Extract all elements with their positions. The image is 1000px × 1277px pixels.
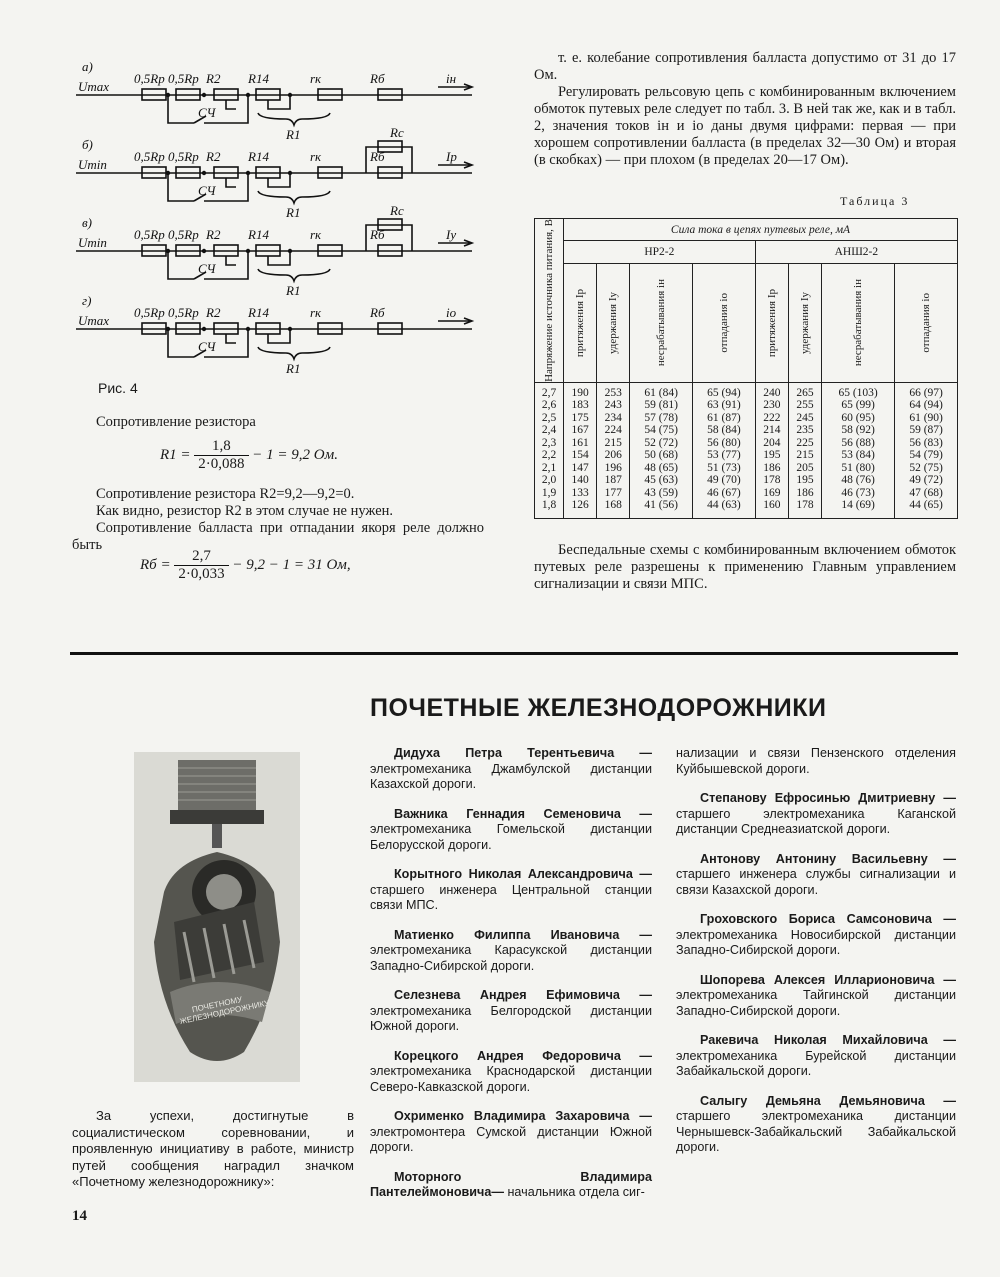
- table-cell: 2,3: [535, 437, 564, 450]
- resistor-label: 0,5Rр: [168, 149, 199, 164]
- table-cell: 187: [597, 474, 630, 487]
- honoree-name: Антонову Антонину Васильевну —: [700, 851, 956, 866]
- table-cell: 44 (65): [895, 499, 958, 518]
- schematic-panel: [76, 293, 472, 375]
- honoree-entry: [370, 807, 652, 854]
- table-cell: 2,0: [535, 474, 564, 487]
- honoree-entry: [370, 1109, 652, 1156]
- table-cell: 196: [597, 462, 630, 475]
- resistor-label: Rб: [370, 149, 385, 164]
- resistor-label: R2: [206, 305, 221, 320]
- table-cell: 59 (87): [895, 424, 958, 437]
- contact-label: СЧ: [198, 261, 216, 276]
- resistor-label: R2: [206, 149, 221, 164]
- table-cell: 265: [788, 382, 821, 399]
- honoree-name: Матиенко Филиппа Ивановича —: [394, 927, 652, 942]
- honorees-column-2: [676, 746, 956, 1170]
- left-paragraph-4: Сопротивление балласта при отпадании якоря реле должно быть: [72, 520, 484, 553]
- resistor-label: 0,5Rр: [134, 71, 165, 86]
- panel-letter: а): [82, 59, 93, 74]
- table-row: [535, 399, 958, 412]
- table-cell: 215: [597, 437, 630, 450]
- table-cell: 48 (65): [630, 462, 693, 475]
- honoree-position: старшего электромеханика дистанции Чернышевск-Забайкальский Забайкальской дороги.: [676, 1109, 956, 1154]
- honoree-entry: [676, 973, 956, 1020]
- table-row: [535, 382, 958, 399]
- honoree-name: Степанову Ефросинью Дмитриевну —: [700, 791, 956, 805]
- resistor-label: Rс: [390, 125, 404, 140]
- table-cell: 225: [788, 437, 821, 450]
- table-cell: 54 (75): [630, 424, 693, 437]
- table-col-header: притяжения Iр: [564, 263, 597, 382]
- table-cell: 206: [597, 449, 630, 462]
- schematic-panel: [76, 125, 472, 220]
- table-cell: 52 (72): [630, 437, 693, 450]
- table-cell: 64 (94): [895, 399, 958, 412]
- formula-r1-lhs: R1 =: [160, 446, 191, 463]
- honoree-position: старшего инженера службы сигнализации и связи Казахской дороги.: [676, 867, 956, 897]
- table-cell: 43 (59): [630, 487, 693, 500]
- table-cell: 65 (103): [822, 382, 895, 399]
- resistor-label: 0,5Rр: [168, 71, 199, 86]
- table-cell: 230: [755, 399, 788, 412]
- table-cell: 1,9: [535, 487, 564, 500]
- table-cell: 253: [597, 382, 630, 399]
- resistor-label: R14: [248, 149, 269, 164]
- honoree-entry: [370, 746, 652, 793]
- source-label: Umax: [78, 313, 110, 328]
- right-paragraph-2: Регулировать рельсовую цепь с комбинированным включением обмоток путевых реле следует по табл. 3. В ней так же, как и в табл. 2, значения токов iн и iо даны двумя цифрами: первая — при хорошем сопротивлении балласта (в пределах 32—30 Ом) и вторая (в скобках) — при плохом (в пределах 20—17 Ом).: [534, 84, 956, 168]
- honoree-position: электромеханика Тайгинской дистанции Западно-Сибирской дороги.: [676, 988, 956, 1018]
- honoree-position: электромеханика Новосибирской дистанции Западно-Сибирской дороги.: [676, 927, 956, 957]
- table-cell: 224: [597, 424, 630, 437]
- table-cell: 126: [564, 499, 597, 518]
- table-cell: 41 (56): [630, 499, 693, 518]
- formula-r1-num: 1,8: [194, 438, 248, 456]
- section-title: ПОЧЕТНЫЕ ЖЕЛЕЗНОДОРОЖНИКИ: [370, 694, 827, 722]
- table-cell: 2,7: [535, 382, 564, 399]
- table-cell: 65 (99): [822, 399, 895, 412]
- table-cell: 195: [788, 474, 821, 487]
- circuit-schematic: [72, 55, 492, 375]
- table-row: [535, 487, 958, 500]
- table-cell: 177: [597, 487, 630, 500]
- honoree-entry: [370, 1170, 652, 1201]
- formula-rb-den: 2·0,033: [178, 566, 225, 582]
- left-paragraph-3: Как видно, резистор R2 в этом случае не нужен.: [96, 503, 394, 519]
- table-cell: 49 (72): [895, 474, 958, 487]
- table-cell: 235: [788, 424, 821, 437]
- table-relay2-header: АНШ2-2: [755, 241, 957, 263]
- source-label: Umax: [78, 79, 110, 94]
- table-cell: 160: [755, 499, 788, 518]
- badge-inscription: ПОЧЕТНОМУ ЖЕЛЕЗНОДОРОЖНИКУ: [178, 994, 271, 1027]
- table-cell: 47 (68): [895, 487, 958, 500]
- resistor-label: 0,5Rр: [134, 149, 165, 164]
- table-col-header: несрабатывания iн: [630, 263, 693, 382]
- contact-label: СЧ: [198, 339, 216, 354]
- formula-r1-den: 2·0,088: [198, 456, 245, 472]
- source-label: Umin: [78, 157, 107, 172]
- resistor-label: R14: [248, 227, 269, 242]
- right-paragraph-1: т. е. колебание сопротивления балласта допустимо от 31 до 17 Ом.: [534, 50, 956, 83]
- table-cell: 167: [564, 424, 597, 437]
- table-cell: 56 (83): [895, 437, 958, 450]
- table-cell: 2,4: [535, 424, 564, 437]
- honoree-entry: [676, 791, 956, 838]
- resistor-label: Rб: [370, 71, 385, 86]
- table-cell: 175: [564, 412, 597, 425]
- resistor-label: 0,5Rр: [168, 305, 199, 320]
- resistor-label: R2: [206, 227, 221, 242]
- r1-label: R1: [286, 127, 301, 142]
- table-cell: 49 (70): [693, 474, 756, 487]
- table-cell: 50 (68): [630, 449, 693, 462]
- resistor-label: 0,5Rр: [134, 227, 165, 242]
- table-row: [535, 474, 958, 487]
- table-label: Таблица 3: [840, 194, 910, 208]
- honoree-entry: [676, 1094, 956, 1156]
- table-group-header: Сила тока в цепях путевых реле, мА: [564, 219, 958, 241]
- left-paragraph-2: Сопротивление резистора R2=9,2—9,2=0.: [96, 486, 355, 502]
- honoree-name: Салыгу Демьяна Демьяновича —: [700, 1093, 956, 1108]
- honoree-position: электромеханика Бурейской дистанции Забайкальской дороги.: [676, 1048, 956, 1078]
- resistor-label: 0,5Rр: [134, 305, 165, 320]
- source-label: Umin: [78, 235, 107, 250]
- table-cell: 14 (69): [822, 499, 895, 518]
- table-col-header: отпадания iо: [895, 263, 958, 382]
- table-cell: 2,1: [535, 462, 564, 475]
- table-cell: 186: [755, 462, 788, 475]
- table-cell: 63 (91): [693, 399, 756, 412]
- table-voltage-header: Напряжение источника питания, В: [535, 219, 564, 383]
- table-cell: 204: [755, 437, 788, 450]
- formula-rb: [140, 548, 470, 583]
- current-label: iо: [446, 305, 457, 320]
- r1-label: R1: [286, 283, 301, 298]
- table-cell: 65 (94): [693, 382, 756, 399]
- table-cell: 54 (79): [895, 449, 958, 462]
- table-cell: 133: [564, 487, 597, 500]
- table-cell: 56 (88): [822, 437, 895, 450]
- table-cell: 61 (87): [693, 412, 756, 425]
- resistor-label: Rб: [370, 305, 385, 320]
- table-cell: 147: [564, 462, 597, 475]
- table-cell: 178: [755, 474, 788, 487]
- honoree-name: Корецкого Андрея Федоровича —: [394, 1048, 652, 1063]
- honoree-entry: [370, 867, 652, 914]
- table-row: [535, 449, 958, 462]
- honoree-entry: [370, 928, 652, 975]
- honoree-position: старшего электромеханика Каганской дистанции Среднеазиатской дороги.: [676, 806, 956, 836]
- table-cell: 61 (84): [630, 382, 693, 399]
- honoree-position: начальника отдела сиг-: [507, 1185, 645, 1199]
- figure-caption: Рис. 4: [98, 380, 138, 396]
- table-row: [535, 412, 958, 425]
- honoree-name: Ракевича Николая Михайловича —: [700, 1033, 956, 1047]
- honoree-name: Гроховского Бориса Самсоновича —: [700, 912, 956, 926]
- table-cell: 48 (76): [822, 474, 895, 487]
- badge-photo: [134, 752, 300, 1082]
- panel-letter: б): [82, 137, 93, 152]
- table-cell: 186: [788, 487, 821, 500]
- honoree-position: электромеханика Карасукской дистанции Западно-Сибирской дороги.: [370, 943, 652, 973]
- honoree-name: Охрименко Владимира Захаровича —: [394, 1109, 652, 1123]
- table-cell: 46 (67): [693, 487, 756, 500]
- honoree-entry: [370, 988, 652, 1035]
- section-divider: [70, 652, 958, 655]
- resistor-label: R14: [248, 71, 269, 86]
- junction: [202, 93, 206, 97]
- table-cell: 58 (92): [822, 424, 895, 437]
- table-cell: 56 (80): [693, 437, 756, 450]
- current-label: Iу: [446, 227, 457, 242]
- honoree-entry: [676, 852, 956, 899]
- resistor-label: rк: [310, 149, 322, 164]
- honoree-position: электромеханика Белгородской дистанции Южной дороги.: [370, 1003, 652, 1033]
- table-cell: 255: [788, 399, 821, 412]
- table-row: [535, 437, 958, 450]
- resistor-label: Rс: [390, 203, 404, 218]
- formula-r1: [160, 438, 460, 473]
- table-cell: 66 (97): [895, 382, 958, 399]
- table-col-header: удержания Iу: [788, 263, 821, 382]
- table-cell: 178: [788, 499, 821, 518]
- table-cell: 2,5: [535, 412, 564, 425]
- table-col-header: удержания Iу: [597, 263, 630, 382]
- honoree-position: электромеханика Краснодарской дистанции Северо-Кавказской дороги.: [370, 1064, 652, 1094]
- table-cell: 214: [755, 424, 788, 437]
- honoree-entry: [676, 1033, 956, 1080]
- honoree-position: электромеханика Джамбулской дистанции Казахской дороги.: [370, 761, 652, 791]
- table-col-header: несрабатывания iн: [822, 263, 895, 382]
- honorees-column-1: [370, 746, 652, 1215]
- panel-letter: в): [82, 215, 92, 230]
- table-cell: 53 (84): [822, 449, 895, 462]
- resistor-label: rк: [310, 71, 322, 86]
- resistor-label: rк: [310, 227, 322, 242]
- honoree-entry: [676, 912, 956, 959]
- panel-letter: г): [82, 293, 92, 308]
- contact-label: СЧ: [198, 183, 216, 198]
- current-label: Iр: [446, 149, 457, 164]
- table-cell: 53 (77): [693, 449, 756, 462]
- schematic-panel: [76, 203, 472, 298]
- honoree-name: Дидуха Петра Терентьевича —: [394, 746, 652, 760]
- table-cell: 52 (75): [895, 462, 958, 475]
- honoree-position: электромонтера Сумской дистанции Южной дороги.: [370, 1124, 652, 1154]
- table-cell: 51 (73): [693, 462, 756, 475]
- left-paragraph-1: Сопротивление резистора: [96, 414, 256, 430]
- table-3: [534, 218, 958, 519]
- formula-rb-num: 2,7: [174, 548, 228, 566]
- honoree-name: Корытного Николая Александровича —: [394, 867, 652, 881]
- table-cell: 234: [597, 412, 630, 425]
- table-cell: 190: [564, 382, 597, 399]
- honoree-name: Селезнева Андрея Ефимовича —: [394, 988, 652, 1002]
- formula-rb-lhs: Rб =: [140, 556, 171, 573]
- table-cell: 161: [564, 437, 597, 450]
- junction: [202, 171, 206, 175]
- honoree-position: электромеханика Гомельской дистанции Белорусской дороги.: [370, 822, 652, 852]
- table-row: [535, 499, 958, 518]
- table-cell: 45 (63): [630, 474, 693, 487]
- table-cell: 51 (80): [822, 462, 895, 475]
- contact-label: СЧ: [198, 105, 216, 120]
- table-cell: 205: [788, 462, 821, 475]
- intro-text: За успехи, достигнутые в социалистическом соревновании, и проявленную инициативу в работе, министр путей сообщения наградил значком «Почетному железнодорожнику»:: [72, 1108, 354, 1189]
- table-row: [535, 462, 958, 475]
- table-cell: 169: [755, 487, 788, 500]
- r1-label: R1: [286, 205, 301, 220]
- junction: [202, 249, 206, 253]
- table-cell: 168: [597, 499, 630, 518]
- current-label: iн: [446, 71, 457, 86]
- table-cell: 245: [788, 412, 821, 425]
- honoree-position: старшего инженера Центральной станции связи МПС.: [370, 882, 652, 912]
- honoree-entry: [676, 746, 956, 777]
- resistor-label: rк: [310, 305, 322, 320]
- table-cell: 243: [597, 399, 630, 412]
- formula-rb-fraction: [174, 548, 228, 583]
- honoree-name: Моторного Владимира Пантелеймоновича—: [370, 1169, 652, 1199]
- table-cell: 195: [755, 449, 788, 462]
- honoree-position: нализации и связи Пензенского отделения Куйбышевской дороги.: [676, 746, 956, 776]
- table-cell: 46 (73): [822, 487, 895, 500]
- table-cell: 222: [755, 412, 788, 425]
- table-cell: 2,2: [535, 449, 564, 462]
- junction: [202, 327, 206, 331]
- table-cell: 60 (95): [822, 412, 895, 425]
- formula-rb-rhs: − 9,2 − 1 = 31 Ом,: [232, 556, 351, 573]
- schematic-panel: [76, 59, 472, 142]
- table-cell: 1,8: [535, 499, 564, 518]
- honoree-name: Важника Геннадия Семеновича —: [394, 806, 652, 821]
- formula-r1-fraction: [194, 438, 248, 473]
- resistor-label: R2: [206, 71, 221, 86]
- table-col-header: притяжения Iр: [755, 263, 788, 382]
- table-cell: 59 (81): [630, 399, 693, 412]
- table-row: [535, 424, 958, 437]
- table-col-header: отпадания iо: [693, 263, 756, 382]
- table-cell: 58 (84): [693, 424, 756, 437]
- honoree-entry: [370, 1049, 652, 1096]
- page-number: 14: [72, 1208, 87, 1224]
- resistor-label: Rб: [370, 227, 385, 242]
- table-cell: 154: [564, 449, 597, 462]
- table-cell: 57 (78): [630, 412, 693, 425]
- formula-r1-rhs: − 1 = 9,2 Ом.: [252, 446, 338, 463]
- honoree-name: Шопорева Алексея Илларионовича —: [700, 972, 956, 987]
- table-cell: 2,6: [535, 399, 564, 412]
- table-cell: 140: [564, 474, 597, 487]
- table-cell: 215: [788, 449, 821, 462]
- resistor-label: R14: [248, 305, 269, 320]
- table-cell: 240: [755, 382, 788, 399]
- table-cell: 183: [564, 399, 597, 412]
- table-relay1-header: НР2-2: [564, 241, 756, 263]
- right-paragraph-3: Беспедальные схемы с комбинированным включением обмоток путевых реле разрешены к применению Главным управлением сигнализации и связи МПС.: [534, 542, 956, 592]
- resistor-label: 0,5Rр: [168, 227, 199, 242]
- r1-label: R1: [286, 361, 301, 375]
- table-cell: 61 (90): [895, 412, 958, 425]
- table-cell: 44 (63): [693, 499, 756, 518]
